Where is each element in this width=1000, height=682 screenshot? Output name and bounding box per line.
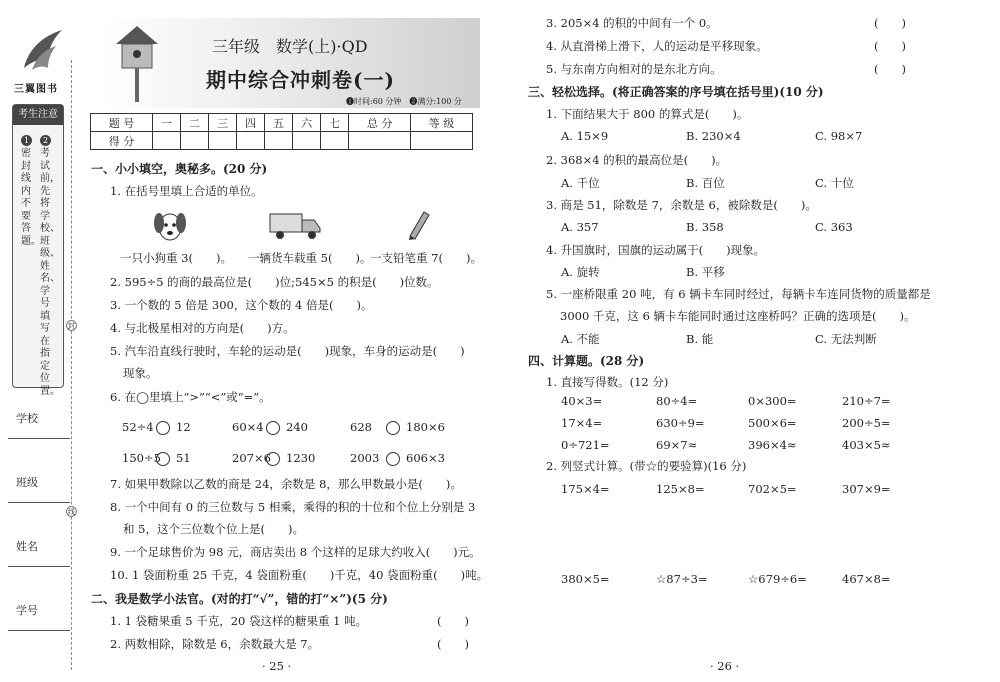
- column-calc-item[interactable]: 467×8=: [842, 572, 891, 586]
- choice-option[interactable]: A. 不能: [561, 332, 600, 346]
- student-number-label: 学号: [16, 604, 38, 617]
- binding-margin: [0, 0, 80, 682]
- full-score: ❷满分:100 分: [409, 97, 462, 106]
- section-3-heading: 三、轻松选择。(将正确答案的序号填在括号里)(10 分): [528, 85, 824, 99]
- column-calc-item[interactable]: 702×5=: [748, 482, 797, 496]
- score-header-cell: 五: [265, 114, 293, 132]
- calc-2-heading: 2. 列竖式计算。(带☆的要验算)(16 分): [546, 459, 747, 473]
- puppy-icon: [150, 205, 190, 245]
- question-1-5-line-2: 现象。: [123, 366, 158, 380]
- score-header-cell: 题 号: [91, 114, 153, 132]
- page-number-left: · 25 ·: [262, 659, 292, 673]
- exam-meta: [346, 96, 462, 107]
- comparison-r1-right-expr: 12: [176, 420, 191, 434]
- comparison-circle[interactable]: [386, 421, 400, 435]
- binding-line-mark: 线: [68, 508, 75, 516]
- truck-icon: [268, 208, 322, 242]
- notice-heading: 考生注意: [13, 105, 63, 125]
- choice-option[interactable]: A. 15×9: [561, 129, 609, 143]
- mental-calc-item[interactable]: 69×7≈: [656, 438, 698, 452]
- mental-calc-item[interactable]: 500×6=: [748, 416, 797, 430]
- school-label: 学校: [16, 412, 38, 425]
- mental-calc-item[interactable]: 0×300=: [748, 394, 797, 408]
- choice-option[interactable]: A. 旋转: [561, 265, 600, 279]
- score-table-header-row: [91, 114, 473, 132]
- choice-option[interactable]: C. 98×7: [815, 129, 863, 143]
- choice-1: 1. 下面结果大于 800 的算式是( )。: [546, 107, 749, 121]
- score-cell[interactable]: [237, 132, 265, 150]
- choice-3: 3. 商是 51，除数是 7，余数是 6，被除数是( )。: [546, 198, 817, 212]
- choice-option[interactable]: B. 能: [686, 332, 714, 346]
- choice-4: 4. 升国旗时，国旗的运动属于( )现象。: [546, 243, 766, 257]
- section-2-heading: 二、我是数学小法官。(对的打“√”，错的打“×”)(5 分): [91, 592, 388, 606]
- calc-1-heading: 1. 直接写得数。(12 分): [546, 375, 669, 389]
- score-header-cell: 等 级: [411, 114, 473, 132]
- comparison-r1-left-expr: 60×4: [232, 420, 264, 434]
- score-header-cell: 六: [293, 114, 321, 132]
- mental-calc-item[interactable]: 403×5≈: [842, 438, 891, 452]
- score-table: [90, 113, 473, 150]
- comparison-r2-left-expr: 207×6: [232, 451, 271, 465]
- judge-1: 1. 1 袋糖果重 5 千克，20 袋这样的糖果重 1 吨。: [110, 614, 368, 628]
- binding-seal-mark: 封: [68, 322, 75, 330]
- question-1-1-a: 一只小狗重 3( )。: [120, 251, 232, 265]
- score-cell[interactable]: [152, 132, 180, 150]
- comparison-r2-right-expr: 51: [176, 451, 191, 465]
- name-label: 姓名: [16, 540, 38, 553]
- column-calc-item[interactable]: ☆87÷3=: [656, 572, 708, 586]
- mental-calc-item[interactable]: 210÷7=: [842, 394, 891, 408]
- comparison-circle[interactable]: [266, 452, 280, 466]
- choice-option[interactable]: A. 357: [561, 220, 599, 234]
- judge-2: 2. 两数相除，除数是 6，余数最大是 7。: [110, 637, 320, 651]
- column-calc-item[interactable]: 380×5=: [561, 572, 610, 586]
- score-cell[interactable]: [293, 132, 321, 150]
- question-1-3: 3. 一个数的 5 倍是 300，这个数的 4 倍是( )。: [110, 298, 373, 312]
- question-1-5-line-1: 5. 汽车沿直线行驶时，车轮的运动是( )现象，车身的运动是( ): [110, 344, 465, 358]
- birdhouse-icon: [112, 22, 162, 102]
- judge-4: 4. 从直滑梯上滑下，人的运动是平移现象。: [546, 39, 768, 53]
- choice-5-line-1: 5. 一座桥限重 20 吨，有 6 辆卡车同时经过，每辆卡车连同货物的质量都是: [546, 287, 931, 301]
- choice-option[interactable]: B. 230×4: [686, 129, 741, 143]
- student-number-line[interactable]: [8, 630, 70, 631]
- question-1-9: 9. 一个足球售价为 98 元，商店卖出 8 个这样的足球大约收入( )元。: [110, 545, 481, 559]
- comparison-r2-right-expr: 606×3: [406, 451, 445, 465]
- question-1-7: 7. 如果甲数除以乙数的商是 24，余数是 8，那么甲数最小是( )。: [110, 477, 462, 491]
- choice-option[interactable]: A. 千位: [561, 176, 600, 190]
- score-header-cell: 总 分: [349, 114, 411, 132]
- comparison-circle[interactable]: [156, 452, 170, 466]
- choice-5-line-2: 3000 千克，这 6 辆卡车能同时通过这座桥吗？正确的选项是( )。: [560, 309, 916, 323]
- question-1-6: 6. 在◯里填上“>”“<”或“=”。: [110, 390, 271, 404]
- score-row-label: 得 分: [91, 132, 153, 150]
- choice-2: 2. 368×4 的积的最高位是( )。: [546, 153, 728, 167]
- brand-logo-icon: [18, 28, 64, 74]
- class-line[interactable]: [8, 502, 70, 503]
- choice-option[interactable]: B. 平移: [686, 265, 725, 279]
- score-header-cell: 一: [152, 114, 180, 132]
- score-cell[interactable]: [411, 132, 473, 150]
- binding-cut-line: [71, 60, 72, 670]
- question-1-4: 4. 与北极星相对的方向是( )方。: [110, 321, 295, 335]
- score-cell[interactable]: [321, 132, 349, 150]
- score-cell[interactable]: [180, 132, 208, 150]
- mental-calc-item[interactable]: 630÷9=: [656, 416, 705, 430]
- choice-option[interactable]: C. 363: [815, 220, 853, 234]
- comparison-circle[interactable]: [156, 421, 170, 435]
- judge-1-answer[interactable]: ( ): [437, 614, 469, 628]
- brand-logo-text: 三翼图书: [14, 84, 58, 95]
- question-1-2: 2. 595÷5 的商的最高位是( )位;545×5 的积是( )位数。: [110, 275, 439, 289]
- score-header-cell: 二: [180, 114, 208, 132]
- column-calc-item[interactable]: 307×9=: [842, 482, 891, 496]
- choice-option[interactable]: B. 百位: [686, 176, 725, 190]
- judge-3-answer[interactable]: ( ): [874, 16, 906, 30]
- name-line[interactable]: [8, 566, 70, 567]
- comparison-circle[interactable]: [386, 452, 400, 466]
- mental-calc-item[interactable]: 80÷4=: [656, 394, 698, 408]
- comparison-r1-right-expr: 180×6: [406, 420, 445, 434]
- page-number-right: · 26 ·: [710, 659, 740, 673]
- judge-3: 3. 205×4 的积的中间有一个 0。: [546, 16, 718, 30]
- column-calc-item[interactable]: ☆679÷6=: [748, 572, 807, 586]
- score-cell[interactable]: [349, 132, 411, 150]
- time-limit: ❶时间:60 分钟: [346, 97, 402, 106]
- judge-5: 5. 与东南方向相对的是东北方向。: [546, 62, 722, 76]
- choice-option[interactable]: C. 无法判断: [815, 332, 877, 346]
- comparison-r2-left-expr: 150÷5: [122, 451, 161, 465]
- exam-notice-box: [12, 104, 64, 397]
- score-header-cell: 四: [237, 114, 265, 132]
- choice-option[interactable]: B. 358: [686, 220, 724, 234]
- comparison-r2-left-expr: 2003: [350, 451, 380, 465]
- school-line[interactable]: [8, 438, 70, 439]
- comparison-circle[interactable]: [266, 421, 280, 435]
- score-cell[interactable]: [208, 132, 236, 150]
- class-label: 班级: [16, 476, 38, 489]
- judge-5-answer[interactable]: ( ): [874, 62, 906, 76]
- comparison-r1-right-expr: 240: [286, 420, 308, 434]
- mental-calc-item[interactable]: 0÷721=: [561, 438, 610, 452]
- comparison-r2-right-expr: 1230: [286, 451, 316, 465]
- score-header-cell: 七: [321, 114, 349, 132]
- section-4-heading: 四、计算题。(28 分): [528, 354, 645, 368]
- comparison-r1-left-expr: 52÷4: [122, 420, 154, 434]
- judge-2-answer[interactable]: ( ): [437, 637, 469, 651]
- choice-option[interactable]: C. 十位: [815, 176, 854, 190]
- question-1-8-line-2: 和 5，这个三位数个位上是( )。: [123, 522, 304, 536]
- question-1-10: 10. 1 袋面粉重 25 千克，4 袋面粉重( )千克，40 袋面粉重( )吨。: [110, 568, 489, 582]
- mental-calc-item[interactable]: 40×3=: [561, 394, 603, 408]
- notice-item-2: 2考试前，先将学校、班级、姓名、学号填写在指定位置。: [40, 136, 60, 397]
- column-calc-item[interactable]: 175×4=: [561, 482, 610, 496]
- score-header-cell: 三: [208, 114, 236, 132]
- notice-item-1: 1密封线内不要答题。: [21, 136, 41, 247]
- notice-item-2-text: 考试前，先将学校、班级、姓名、学号填写在指定位置。: [40, 148, 60, 397]
- question-1-1-b: 一辆货车载重 5( )。: [248, 251, 372, 265]
- comparison-r1-left-expr: 628: [350, 420, 372, 434]
- question-1-8-line-1: 8. 一个中间有 0 的三位数与 5 相乘，乘得的积的十位和个位上分别是 3: [110, 500, 476, 514]
- score-table-score-row: [91, 132, 473, 150]
- column-calc-item[interactable]: 125×8=: [656, 482, 705, 496]
- grade-subject-line: 三年级 数学(上)·QD: [212, 37, 368, 56]
- section-1-heading: 一、小小填空，奥秘多。(20 分): [91, 162, 268, 176]
- judge-4-answer[interactable]: ( ): [874, 39, 906, 53]
- question-1-1-c: 一支铅笔重 7( )。: [370, 251, 482, 265]
- mental-calc-item[interactable]: 200÷5=: [842, 416, 891, 430]
- notice-item-1-text: 密封线内不要答题。: [21, 148, 41, 247]
- mental-calc-item[interactable]: 17×4=: [561, 416, 603, 430]
- exam-title: 期中综合冲刺卷(一): [206, 68, 395, 92]
- question-1-1: 1. 在括号里填上合适的单位。: [110, 184, 263, 198]
- pencil-icon: [404, 208, 432, 240]
- score-cell[interactable]: [265, 132, 293, 150]
- mental-calc-item[interactable]: 396×4≈: [748, 438, 797, 452]
